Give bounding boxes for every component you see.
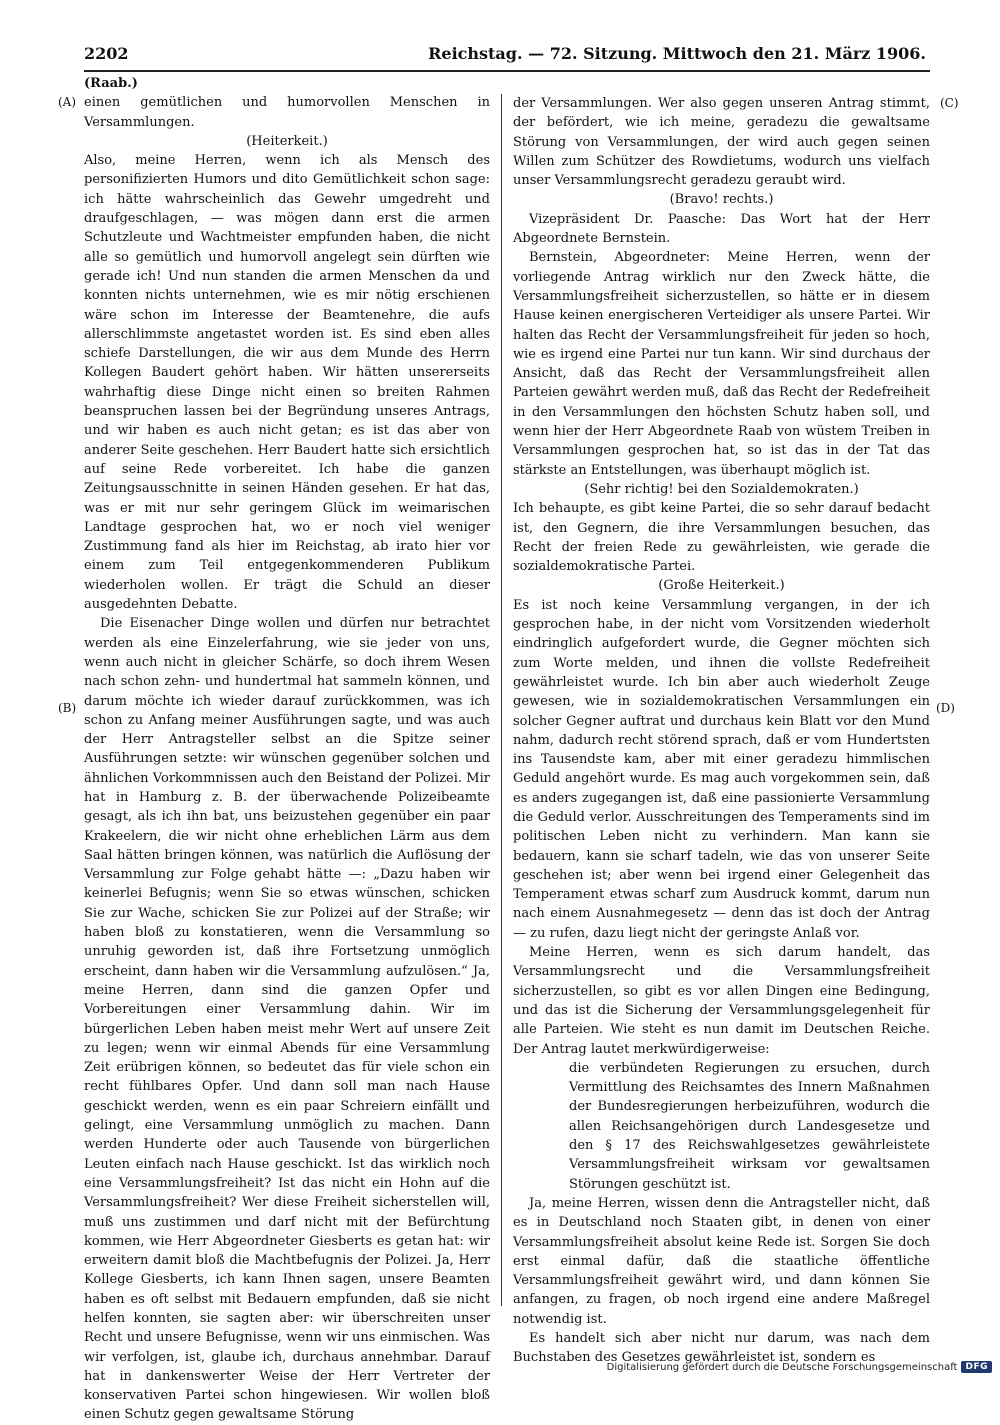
paragraph: einen gemütlichen und humorvollen Menschen in Versammlungen.	[84, 95, 490, 130]
margin-marker-c: (C)	[940, 96, 959, 110]
dfg-logo: DFG	[961, 1361, 992, 1373]
footer-credit: Digitalisierung gefördert durch die Deutsche Forschungsgemeinschaft	[606, 1361, 958, 1373]
footer	[607, 1359, 992, 1375]
interjection: (Heiterkeit.)	[246, 133, 328, 149]
paragraph: Ich behaupte, es gibt keine Partei, die so sehr darauf bedacht ist, den Gegnern, die ihre Versammlungen besuchen, das Recht der freien Rede zu gewährleisten, wie gerade die sozialdemokratische Partei.	[513, 501, 930, 575]
header-rule	[84, 70, 930, 72]
paragraph: Ja, meine Herren, wissen denn die Antragsteller nicht, daß es in Deutschland noch Staaten gibt, in denen von einer Versammlungsfreiheit absolut keine Rede ist. Sorgen Sie doch erst einmal dafür, daß die staatliche öffentliche Versammlungsfreiheit gewährt wird, und dann können Sie anfangen, zu fragen, ob noch irgend eine andere Maßregel notwendig ist.	[513, 1195, 930, 1327]
speaker-label: (Raab.)	[84, 76, 138, 91]
page-number: 2202	[84, 44, 129, 63]
right-column	[513, 94, 930, 1368]
running-title: Reichstag. — 72. Sitzung. Mittwoch den 21. März 1906.	[428, 44, 926, 63]
paragraph: Meine Herren, wenn es sich darum handelt, das Versammlungsrecht und die Versammlungsfreiheit sicherzustellen, so gibt es vor allen Dingen eine Bedingung, und das ist die Sicherung der Versammlungsgelegenheit für alle Parteien. Wie steht es nun damit im Deutschen Reiche. Der Antrag lautet merkwürdigerweise:	[513, 945, 930, 1057]
margin-marker-b: (B)	[58, 701, 77, 715]
paragraph: Es handelt sich aber nicht nur darum, was nach dem Buchstaben des Gesetzes gewährleistet ist, sondern es	[513, 1331, 930, 1366]
interjection: (Bravo! rechts.)	[669, 192, 774, 208]
left-column	[84, 74, 490, 1425]
paragraph: Es ist noch keine Versammlung vergangen, in der ich gesprochen habe, in der nicht vom Vorsitzenden wiederholt eindringlich aufgefordert wurde, die Gegner möchten sich zum Worte melden, und ihnen die vollste Redefreiheit gewährleistet wurde. Ich bin aber auch wiederholt Zeuge gewesen, wie in sozialdemokratischen Versammlungen ein solcher Gegner auftrat und durchaus kein Blatt vor den Mund nahm, dadurch recht störend sprach, daß er vom Hundertsten ins Tausendste kam, aber mit einer geradezu himmlischen Geduld angehört wurde. Es mag auch vorgekommen sein, daß es anders zugegangen ist, daß eine passionierte Versammlung die Geduld verlor. Ausschreitungen des Temperaments sind im politischen Leben nicht zu verhindern. Man kann sie bedauern, kann sie scharf tadeln, wie das von unserer Seite geschehen ist; aber wenn bei irgend einer Gelegenheit das Temperament etwas scharf zum Ausdruck kommt, darum nun nach einem Ausnahmegesetz — denn das ist doch der Antrag — zu rufen, dazu liegt nicht der geringste Anlaß vor.	[513, 597, 930, 941]
paragraph: der Versammlungen. Wer also gegen unseren Antrag stimmt, der befördert, wie ich meine, geradezu die gewaltsame Störung von Versammlungen, der wird auch gegen seinen Willen zum Schützer des Rowdietums, wodurch uns vielfach unser Versammlungsrecht geradezu geraubt wird.	[513, 96, 930, 189]
margin-marker-d: (D)	[936, 701, 955, 715]
paragraph: Die Eisenacher Dinge wollen und dürfen nur betrachtet werden als eine Einzelerfahrung, wie sie jeder von uns, wenn auch nicht in gleicher Schärfe, so doch ihrem Wesen nach schon zehn- und hundertmal hat sammeln können, und darum möchte ich wieder darauf zurückkommen, was ich schon zu Anfang meiner Ausführungen sagte, und was auch der Herr Antragsteller selbst an die Spitze seiner Ausführungen setzte: wir wünschen gegenüber solchen und ähnlichen Vorkommnissen auch den Beistand der Polizei. Mir hat in Hamburg z. B. der überwachende Polizeibeamte gesagt, als ich ihn bat, uns beizustehen gegenüber ein paar Krakeelern, die wir nicht ohne erheblichen Lärm aus dem Saal hätten bringen können, was natürlich die Auflösung der Versammlung zur Folge gehabt hätte —: „Dazu haben wir keinerlei Befugnis; wenn Sie so etwas wünschen, schicken Sie zur Wache, schicken Sie zur Polizei auf der Straße; wir haben bloß zu konstatieren, wenn die Versammlung so unruhig geworden ist, daß ihre Fortsetzung unmöglich erscheint, dann haben wir die Versammlung aufzulösen.“ Ja, meine Herren, dann sind die ganzen Opfer und Vorbereitungen einer Versammlung dahin. Wir im bürgerlichen Leben haben meist mehr Wert auf unsere Zeit zu legen; wenn wir einmal Abends für eine Versammlung Zeit erübrigen können, so bedeutet das für viele schon ein recht fühlbares Opfer. Und dann soll man nach Hause geschickt werden, wenn es ein paar Schreiern einfällt und gelingt, eine Versammlung unmöglich zu machen. Dann werden Hunderte oder auch Tausende von bürgerlichen Leuten einfach nach Hause geschickt. Ist das wirklich noch eine Versammlungsfreiheit? Ist das nicht ein Hohn auf die Versammlungsfreiheit? Wer diese Freiheit sicherstellen will, muß uns zustimmen und darf nicht mit der Befürchtung kommen, wie Herr Abgeordneter Giesberts es getan hat: wir erweitern damit bloß die Machtbefugnis der Polizei. Ja, Herr Kollege Giesberts, ich kann Ihnen sagen, unsere Beamten haben es oft selbst mit Bedauern empfunden, daß sie nicht helfen konnten, sie sagten aber: wir überschreiten unser Recht und unsere Befugnisse, wenn wir uns einmischen. Was wir verfolgen, ist, glaube ich, durchaus annehmbar. Darauf hat in dankenswerter Weise der Herr Vertreter der konservativen Partei schon hingewiesen. Wir wollen bloß einen Schutz gegen gewaltsame Störung	[84, 616, 490, 1423]
paragraph: Vizepräsident Dr. Paasche: Das Wort hat der Herr Abgeordnete Bernstein.	[513, 211, 930, 247]
margin-marker-a: (A)	[58, 95, 77, 109]
interjection: (Sehr richtig! bei den Sozialdemokraten.)	[584, 481, 859, 497]
quoted-motion: die verbündeten Regierungen zu ersuchen, durch Vermittlung des Reichsamtes des Innern Maßnahmen der Bundesregierungen herbeizuführen, wodurch die allen Reichsangehörigen durch Landesgesetze und den § 17 des Reichswahlgesetzes gewährleistete Versammlungsfreiheit wirksam vor gewaltsamen Störungen geschützt ist.	[569, 1060, 930, 1192]
column-divider	[501, 94, 502, 1306]
paragraph: Bernstein, Abgeordneter: Meine Herren, wenn der vorliegende Antrag wirklich nur den Zweck hätte, die Versammlungsfreiheit sicherzustellen, so hätte er in diesem Hause keinen energischeren Verteidiger als unsere Partei. Wir halten das Recht der Versammlungsfreiheit für jeden so hoch, wie es irgend eine Partei nur tun kann. Wir sind durchaus der Ansicht, daß das Recht der Versammlungsfreiheit allen Parteien gewährt werden muß, daß das Recht der Redefreiheit in den Versammlungen den höchsten Schutz haben soll, und wenn hier der Herr Abgeordnete Raab von wüstem Treiben in Versammlungen gesprochen hat, so ist das in der Tat das stärkste an Entstellungen, was überhaupt möglich ist.	[513, 250, 930, 478]
paragraph: Also, meine Herren, wenn ich als Mensch des personifizierten Humors und dito Gemütlichkeit schon sage: ich hätte wahrscheinlich das Gewehr umgedreht und draufgeschlagen, — was mögen dann erst die armen Schutzleute und Wachtmeister empfunden haben, die nicht alle so gemütlich und humorvoll angelegt sein dürften wie gerade ich! Und nun standen die armen Menschen da und konnten nichts unternehmen, wie es mir nötig erschienen wäre schon im Interesse der Beamtenehre, die aufs allerschlimmste angetastet worden ist. Es sind eben alles schiefe Darstellungen, die wir aus dem Munde des Herrn Kollegen Baudert gehört haben. Wir hätten unsererseits wahrhaftig diese Dinge nicht einen so breiten Rahmen beanspruchen lassen bei der Begründung unseres Antrags, und wir haben es auch nicht getan; es ist das aber von anderer Seite geschehen. Herr Baudert hatte sich ersichtlich auf seine Rede vorbereitet. Ich habe die ganzen Zeitungsausschnitte in seinen Händen gesehen. Er hat das, was er mit nur sehr geringem Glück im weimarischen Landtage gesprochen hat, wo er noch viel weniger Zustimmung fand als hier im Reichstag, ab irato hier vor einem zum Teil entgegenkommenderen Publikum wiederholen wollen. Er trägt die Schuld an dieser ausgedehnten Debatte.	[84, 153, 490, 613]
interjection: (Große Heiterkeit.)	[658, 578, 785, 594]
page-header	[84, 40, 926, 68]
